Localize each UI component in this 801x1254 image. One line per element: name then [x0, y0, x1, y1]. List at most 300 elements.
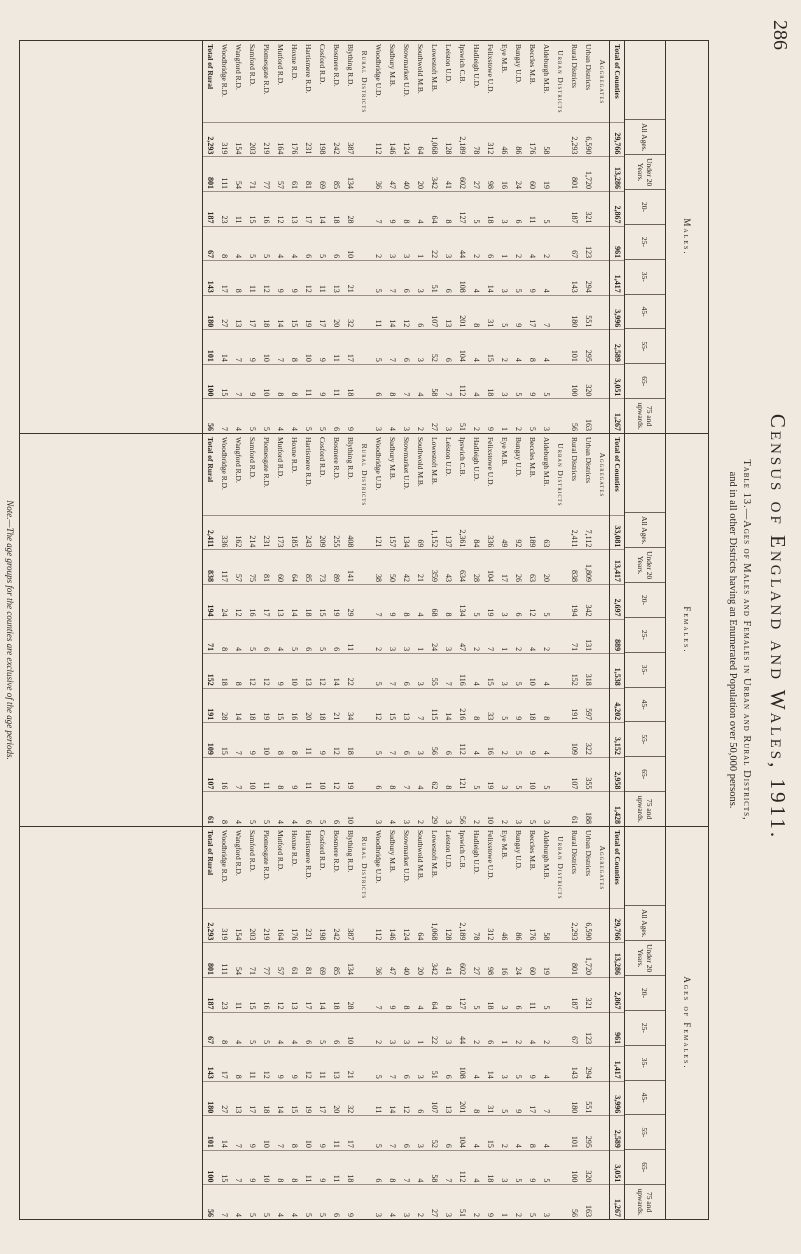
- table-row: [413, 434, 427, 826]
- table-cell: 8: [525, 329, 539, 364]
- row-label: Samford R.D.: [248, 44, 257, 86]
- table-cell: [595, 653, 609, 688]
- table-cell: 9: [245, 329, 259, 364]
- table-cell: 11: [329, 1150, 343, 1185]
- table-cell: 5: [469, 977, 483, 1012]
- table-row: [609, 827, 624, 1219]
- table-cell: 5: [245, 619, 259, 654]
- table-cell: 28: [217, 688, 231, 723]
- table-cell: 85: [301, 549, 315, 584]
- row-label: Aggregates: [598, 452, 607, 498]
- table-cell: 21: [329, 688, 343, 723]
- table-row: [609, 41, 624, 433]
- table-cell: 387: [343, 908, 357, 943]
- table-cell: 3: [497, 1150, 511, 1185]
- table-cell: 13: [441, 1081, 455, 1116]
- table-cell: 2: [413, 398, 427, 433]
- table-cell: 29,766: [610, 908, 624, 943]
- table-cell: 11: [231, 977, 245, 1012]
- table-cell: 9: [315, 722, 329, 757]
- table-cell: [553, 515, 567, 550]
- table-cell: 7: [385, 722, 399, 757]
- table-cell: 187: [203, 977, 217, 1012]
- table-row: [231, 827, 245, 1219]
- table-cell: 4: [385, 1184, 399, 1219]
- table-cell: 5: [371, 1115, 385, 1150]
- table-cell: 198: [315, 908, 329, 943]
- table-cell: 21: [343, 1046, 357, 1081]
- row-label: Woodbridge U.D.: [374, 44, 383, 98]
- table-cell: 10: [483, 791, 497, 826]
- table-cell: 9: [385, 191, 399, 226]
- table-cell: 191: [567, 688, 581, 723]
- table-cell: 11: [371, 295, 385, 330]
- table-cell: 4: [413, 1150, 427, 1185]
- table-cell: 4: [287, 226, 301, 261]
- table-cell: 1,267: [610, 398, 624, 433]
- table-cell: 801: [567, 156, 581, 191]
- table-cell: 5: [259, 1012, 273, 1047]
- row-label: Felixstowe U.D.: [486, 437, 495, 487]
- row-label: Hadleigh U.D.: [472, 44, 481, 88]
- table-row: [231, 434, 245, 826]
- table-cell: [357, 515, 371, 550]
- table-cell: 20: [413, 156, 427, 191]
- table-cell: 18: [343, 364, 357, 399]
- table-row: [539, 41, 553, 433]
- table-cell: [595, 722, 609, 757]
- table-cell: 12: [273, 191, 287, 226]
- table-cell: 85: [329, 942, 343, 977]
- table-cell: 6: [441, 329, 455, 364]
- table-row: [399, 434, 413, 826]
- table-cell: 60: [525, 942, 539, 977]
- table-cell: 56: [203, 398, 217, 433]
- table-cell: 5: [539, 757, 553, 792]
- table-cell: 18: [483, 977, 497, 1012]
- table-cell: 3: [441, 791, 455, 826]
- table-cell: 11: [329, 329, 343, 364]
- table-cell: 7: [231, 722, 245, 757]
- row-label: Urban Districts: [556, 836, 565, 900]
- table-cell: [595, 329, 609, 364]
- table-cell: 8: [287, 1150, 301, 1185]
- table-cell: 36: [371, 156, 385, 191]
- row-label: Cosford R.D.: [318, 830, 327, 871]
- table-cell: 8: [399, 977, 413, 1012]
- table-cell: [553, 791, 567, 826]
- table-cell: 9: [385, 977, 399, 1012]
- row-label: Total of Counties: [613, 830, 622, 885]
- table-cell: 889: [610, 619, 624, 654]
- row-label: Hoxne R.D.: [290, 437, 299, 474]
- table-cell: 7: [273, 329, 287, 364]
- table-cell: 7: [441, 653, 455, 688]
- table-cell: 111: [217, 156, 231, 191]
- column-header: 25-: [625, 617, 665, 652]
- table-cell: 5: [539, 191, 553, 226]
- table-cell: 52: [427, 329, 441, 364]
- table-cell: 7: [385, 1115, 399, 1150]
- table-cell: [357, 260, 371, 295]
- table-cell: 17: [497, 549, 511, 584]
- table-cell: 14: [441, 688, 455, 723]
- table-cell: 295: [581, 329, 595, 364]
- table-row: [609, 434, 624, 826]
- table-cell: 3: [385, 1012, 399, 1047]
- table-cell: 12: [231, 584, 245, 619]
- table-cell: 64: [413, 908, 427, 943]
- table-cell: 47: [455, 619, 469, 654]
- table-row: [469, 827, 483, 1219]
- table-cell: 8: [231, 1046, 245, 1081]
- table-cell: [595, 942, 609, 977]
- row-label: Urban Districts: [556, 443, 565, 507]
- table-cell: 54: [231, 156, 245, 191]
- page-header: [755, 0, 801, 1254]
- column-header: 75 and upwards.: [625, 1184, 665, 1219]
- table-cell: [357, 757, 371, 792]
- table-cell: 2,697: [610, 584, 624, 619]
- table-cell: 3,051: [610, 1150, 624, 1185]
- row-label: Beccles M.B.: [528, 830, 537, 871]
- table-cell: 8: [273, 1150, 287, 1185]
- table-cell: [595, 226, 609, 261]
- table-cell: [553, 722, 567, 757]
- table-block: [19, 434, 709, 827]
- table-cell: 11: [301, 722, 315, 757]
- table-row: [273, 41, 287, 433]
- table-cell: 342: [427, 942, 441, 977]
- table-cell: 2,867: [610, 977, 624, 1012]
- table-cell: 322: [581, 722, 595, 757]
- table-cell: 56: [567, 1184, 581, 1219]
- table-cell: 3: [441, 398, 455, 433]
- table-cell: 71: [567, 619, 581, 654]
- table-cell: 1,538: [610, 653, 624, 688]
- row-label: Southwold M.B.: [416, 830, 425, 880]
- table-cell: 4: [231, 1184, 245, 1219]
- table-cell: 14: [483, 1046, 497, 1081]
- table-row: [595, 434, 609, 826]
- table-cell: 57: [231, 549, 245, 584]
- row-label: Leiston U.D.: [444, 437, 453, 476]
- table-cell: 187: [203, 191, 217, 226]
- column-header: 45-: [625, 687, 665, 722]
- table-cell: 15: [287, 295, 301, 330]
- table-cell: 180: [203, 1081, 217, 1116]
- table-cell: 4: [539, 1046, 553, 1081]
- table-cell: 9: [315, 1115, 329, 1150]
- table-cell: 13: [399, 688, 413, 723]
- table-cell: [595, 156, 609, 191]
- table-cell: 4: [287, 791, 301, 826]
- table-cell: 12: [399, 295, 413, 330]
- table-cell: 27: [469, 942, 483, 977]
- table-cell: 6: [511, 977, 525, 1012]
- table-cell: 5: [315, 226, 329, 261]
- table-cell: 16: [483, 722, 497, 757]
- table-cell: 5: [511, 260, 525, 295]
- table-row: [217, 41, 231, 433]
- table-cell: 2,189: [455, 122, 469, 157]
- table-cell: 16: [497, 942, 511, 977]
- table-cell: 1: [497, 1184, 511, 1219]
- table-cell: [357, 908, 371, 943]
- table-cell: 16: [245, 584, 259, 619]
- table-cell: 3: [441, 1012, 455, 1047]
- table-cell: 320: [581, 364, 595, 399]
- row-label: Plomesgate R.D.: [262, 437, 271, 488]
- table-cell: 2,293: [567, 908, 581, 943]
- table-cell: 18: [315, 688, 329, 723]
- table-cell: [553, 653, 567, 688]
- table-cell: 7: [231, 329, 245, 364]
- table-cell: 6: [511, 584, 525, 619]
- table-cell: 187: [567, 191, 581, 226]
- table-cell: 13,286: [610, 156, 624, 191]
- row-label: Ipswich C.B.: [458, 830, 467, 870]
- table-cell: 18: [217, 653, 231, 688]
- table-cell: 58: [539, 908, 553, 943]
- table-cell: 551: [581, 1081, 595, 1116]
- table-cell: 6: [329, 1184, 343, 1219]
- table-cell: 61: [287, 942, 301, 977]
- table-cell: 2: [469, 791, 483, 826]
- table-cell: 33: [483, 688, 497, 723]
- table-cell: 22: [343, 653, 357, 688]
- table-cell: 12: [371, 688, 385, 723]
- table-cell: 101: [203, 1115, 217, 1150]
- table-cell: 5: [511, 1150, 525, 1185]
- table-cell: 5: [245, 226, 259, 261]
- table-cell: 47: [385, 156, 399, 191]
- table-cell: 8: [287, 329, 301, 364]
- table-cell: 9: [245, 1150, 259, 1185]
- table-cell: 180: [567, 1081, 581, 1116]
- table-cell: 8: [399, 584, 413, 619]
- table-cell: 2: [413, 791, 427, 826]
- table-cell: 8: [217, 791, 231, 826]
- row-label: Aldeburgh M.B.: [542, 44, 551, 94]
- table-cell: [357, 549, 371, 584]
- table-cell: 17: [217, 1046, 231, 1081]
- table-cell: 20: [329, 295, 343, 330]
- table-cell: 11: [329, 1115, 343, 1150]
- table-cell: 3: [539, 398, 553, 433]
- table-row: [371, 434, 385, 826]
- table-cell: [553, 1012, 567, 1047]
- block-title: Females.: [665, 434, 708, 826]
- table-cell: 5: [511, 722, 525, 757]
- table-cell: 4: [231, 791, 245, 826]
- table-cell: 15: [245, 191, 259, 226]
- table-cell: 10: [343, 791, 357, 826]
- table-cell: [357, 688, 371, 723]
- table-cell: 14: [483, 260, 497, 295]
- table-row: [259, 827, 273, 1219]
- table-cell: 154: [231, 908, 245, 943]
- table-cell: 7: [371, 977, 385, 1012]
- table-cell: 3: [441, 619, 455, 654]
- table-cell: 4: [273, 619, 287, 654]
- table-cell: 5: [259, 791, 273, 826]
- table-cell: 7: [217, 398, 231, 433]
- table-cell: 180: [203, 295, 217, 330]
- table-row: [202, 827, 217, 1219]
- table-cell: 8: [217, 619, 231, 654]
- table-cell: 3: [413, 722, 427, 757]
- table-cell: 19: [539, 156, 553, 191]
- table-cell: 597: [581, 688, 595, 723]
- table-cell: 3: [497, 1046, 511, 1081]
- table-cell: [553, 977, 567, 1012]
- column-header: 45-: [625, 294, 665, 329]
- table-cell: 5: [469, 584, 483, 619]
- table-cell: 9: [511, 688, 525, 723]
- table-cell: 321: [581, 977, 595, 1012]
- table-cell: 10: [525, 653, 539, 688]
- table-cell: 11: [301, 1150, 315, 1185]
- table-cell: 89: [329, 549, 343, 584]
- table-cell: [553, 398, 567, 433]
- table-cell: 9: [525, 1150, 539, 1185]
- table-cell: 14: [315, 977, 329, 1012]
- table-cell: [357, 1150, 371, 1185]
- table-block: [19, 827, 709, 1220]
- table-cell: 6: [399, 1115, 413, 1150]
- table-cell: 68: [427, 584, 441, 619]
- row-label: Cosford R.D.: [318, 44, 327, 85]
- table-cell: 17: [343, 329, 357, 364]
- column-header: 65-: [625, 756, 665, 791]
- table-cell: 5: [371, 329, 385, 364]
- table-cell: 10: [259, 1115, 273, 1150]
- table-cell: 8: [231, 260, 245, 295]
- table-cell: 134: [455, 584, 469, 619]
- table-cell: 2,411: [203, 515, 217, 550]
- column-header: 20-: [625, 975, 665, 1010]
- table-cell: 5: [315, 791, 329, 826]
- table-cell: 6: [399, 329, 413, 364]
- table-row: [553, 434, 567, 826]
- table-cell: 15: [483, 653, 497, 688]
- table-cell: 1,417: [610, 1046, 624, 1081]
- row-label: Bungay U.D.: [514, 830, 523, 870]
- row-label: Urban Districts: [584, 44, 593, 91]
- table-cell: 38: [371, 549, 385, 584]
- table-row: [567, 827, 581, 1219]
- table-cell: 19: [259, 688, 273, 723]
- table-cell: 56: [203, 1184, 217, 1219]
- table-cell: 312: [483, 908, 497, 943]
- table-row: [525, 434, 539, 826]
- row-label: Blything R.D.: [346, 830, 355, 873]
- table-cell: 17: [315, 1081, 329, 1116]
- table-cell: 98: [483, 942, 497, 977]
- table-cell: 1: [497, 398, 511, 433]
- table-cell: 40: [399, 942, 413, 977]
- table-cell: 14: [287, 584, 301, 619]
- table-cell: 29: [427, 791, 441, 826]
- table-cell: 7: [371, 584, 385, 619]
- table-cell: 2: [469, 619, 483, 654]
- table-cell: 5: [511, 364, 525, 399]
- table-row: [202, 434, 217, 826]
- table-cell: 3: [385, 619, 399, 654]
- table-cell: 19: [301, 1081, 315, 1116]
- table-row: [553, 827, 567, 1219]
- table-row: [511, 41, 525, 433]
- table-cell: 1: [497, 619, 511, 654]
- table-cell: 6: [301, 1012, 315, 1047]
- table-cell: 73: [315, 549, 329, 584]
- table-cell: [357, 791, 371, 826]
- row-label: Bungay U.D.: [514, 44, 523, 84]
- table-cell: 255: [329, 515, 343, 550]
- table-cell: 2: [469, 1184, 483, 1219]
- table-cell: 7: [371, 191, 385, 226]
- table-cell: 2: [469, 1012, 483, 1047]
- row-label: Wangford R.D.: [234, 830, 243, 876]
- table-cell: [553, 260, 567, 295]
- table-cell: 194: [567, 584, 581, 619]
- table-cell: 3: [497, 653, 511, 688]
- table-cell: 4: [413, 584, 427, 619]
- table-cell: 6: [301, 619, 315, 654]
- page-title: Census of England and Wales, 1911.: [766, 413, 791, 841]
- table-cell: [357, 722, 371, 757]
- column-header: 75 and upwards.: [625, 398, 665, 433]
- table-cell: 41: [441, 942, 455, 977]
- row-label: Bosmere R.D.: [332, 44, 341, 87]
- table-row: [273, 827, 287, 1219]
- table-cell: 2: [539, 1012, 553, 1047]
- table-cell: 107: [203, 757, 217, 792]
- table-cell: [595, 791, 609, 826]
- table-cell: 58: [427, 1150, 441, 1185]
- table-cell: 6: [371, 1150, 385, 1185]
- table-cell: [357, 1081, 371, 1116]
- table-row: [567, 41, 581, 433]
- row-label: Felixstowe U.D.: [486, 830, 495, 880]
- row-label: Eye M.B.: [500, 830, 509, 859]
- table-cell: 17: [525, 295, 539, 330]
- table-cell: 3: [497, 191, 511, 226]
- table-cell: 40: [399, 156, 413, 191]
- table-cell: [553, 549, 567, 584]
- table-cell: 13: [287, 191, 301, 226]
- table-cell: 6: [441, 1046, 455, 1081]
- table-cell: 69: [315, 156, 329, 191]
- table-cell: 1,417: [610, 260, 624, 295]
- table-cell: 176: [287, 908, 301, 943]
- table-cell: 231: [259, 515, 273, 550]
- table-cell: 17: [301, 977, 315, 1012]
- table-cell: 8: [525, 1115, 539, 1150]
- table-cell: 173: [273, 515, 287, 550]
- table-cell: 16: [259, 977, 273, 1012]
- table-cell: 51: [427, 260, 441, 295]
- table-cell: 112: [371, 122, 385, 157]
- table-cell: 57: [273, 942, 287, 977]
- table-cell: 551: [581, 295, 595, 330]
- table-cell: 961: [610, 226, 624, 261]
- table-cell: 46: [497, 122, 511, 157]
- table-cell: 19: [301, 295, 315, 330]
- table-cell: 11: [343, 619, 357, 654]
- table-cell: 9: [273, 260, 287, 295]
